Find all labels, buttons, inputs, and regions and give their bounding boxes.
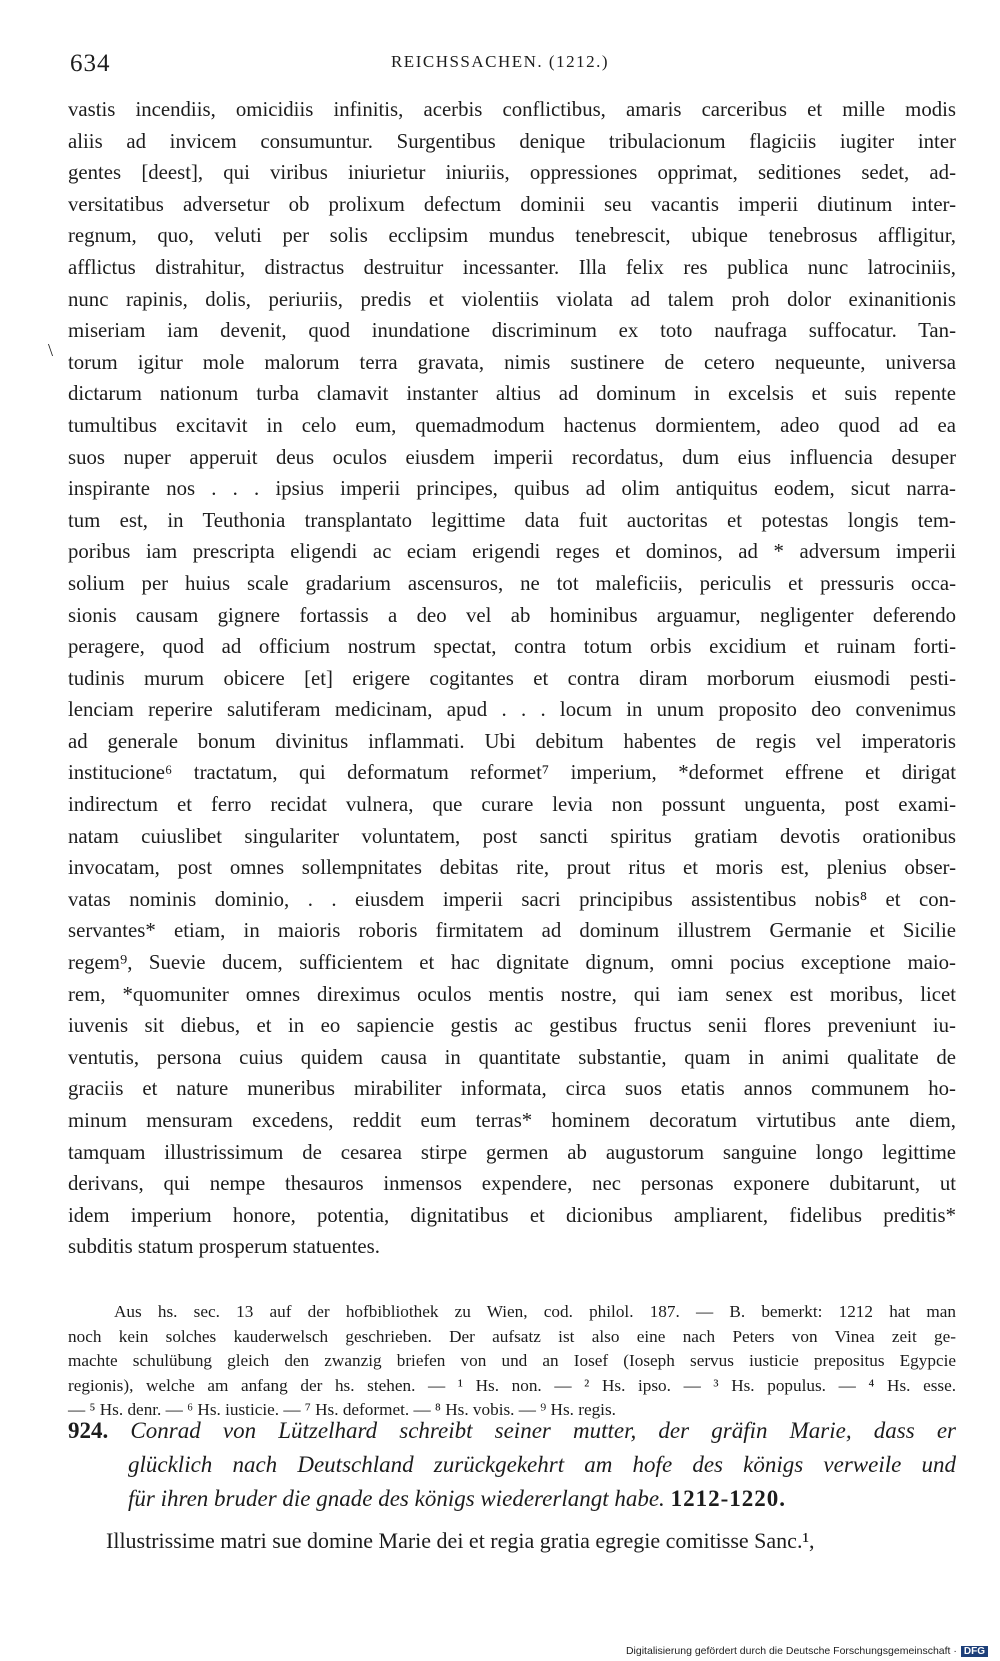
text-line: invocatam, post omnes sollempnitates debitas rite, prout ritus et moris est, plenius obser- [68,856,956,880]
text-line: ad generale bonum divinitus inflammati. Ubi debitum habentes de regis vel imperatoris [68,729,956,753]
text-line: idem imperium honore, potentia, dignitatibus et dicionibus ampliarent, fidelibus preditis* [68,1203,956,1227]
dfg-logo: DFG [961,1646,988,1657]
text-line: regem⁹, Suevie ducem, sufficientem et hac dignitate dignum, omni pocius exceptione maio- [68,951,956,975]
text-line: vatas nominis dominio, . . eiusdem imperii sacri principibus assistentibus nobis⁸ et con- [68,887,956,911]
entry-summary-line-1: Conrad von Lützelhard schreibt seiner mutter, der gräfin Marie, dass er [130,1418,956,1443]
text-line: poribus iam prescripta eligendi ac eciam erigendi reges et dominos, ad * adversum imperii [68,540,956,564]
footnote-line: Aus hs. sec. 13 auf der hofbibliothek zu Wien, cod. philol. 187. — B. bemerkt: 1212 hat man [114,1302,956,1321]
entry-summary-line-3: für ihren bruder die gnade des königs wiedererlangt habe. [128,1486,665,1511]
text-line: lenciam reperire salutiferam medicinam, apud . . . locum in unum proposito deo convenimus [68,698,956,722]
text-line: tumultibus excitavit in celo eum, quemadmodum hactenus dormientem, adeo quod ad ea [68,413,956,437]
footnotes [68,1300,956,1423]
text-line: rem, *quomuniter omnes direximus oculos mentis nostre, qui iam senex est moribus, licet [68,982,956,1006]
text-line: tum est, in Teuthonia transplantato legittime data fuit auctoritas et potestas longis tem- [68,508,956,532]
page-number: 634 [70,50,111,77]
digitization-credit [626,1645,988,1657]
text-line: solium per huius scale gradarium ascensuros, ne tot maleficiis, periculis et pressuris occa- [68,571,956,595]
entry-number: 924. [68,1418,109,1443]
text-line: versitatibus adversetur ob prolixum defectum dominii seu vacantis imperii diutinum inter- [68,192,956,216]
text-line: nunc rapinis, dolis, periuriis, predis et violentiis violata ad talem proh dolor exinanitionis [68,287,956,311]
text-line: inspirante nos . . . ipsius imperii principes, quibus ad olim antiquitus eodem, sicut narra- [68,477,956,501]
entry-date: 1212-1220. [670,1486,786,1511]
text-line: peragere, quod ad officium nostrum spectat, contra totum orbis excidium et ruinam forti- [68,635,956,659]
text-line: iuvenis sit diebus, et in eo sapiencie gestis ac gestibus fructus senii flores preveniunt iu- [68,1014,956,1038]
text-line: sionis causam gignere fortassis a deo vel ab hominibus arguamur, negligenter deferendo [68,603,956,627]
text-line: tudinis murum obicere [et] erigere cogitantes et contra diram morborum eiusmodi pesti- [68,666,956,690]
text-line: tamquam illustrissimum de cesarea stirpe germen ab augustorum sanguine longo legittime [68,1140,956,1164]
text-line: natam cuiuslibet singulariter voluntatem, post sancti spiritus gratiam devotis orationibus [68,824,956,848]
text-line: ventutis, persona cuius quidem causa in quantitate substantie, quam in animi qualitate de [68,1045,956,1069]
footnote-line: noch kein solches kauderwelsch geschrieben. Der aufsatz ist also eine nach Peters von Vinea zeit ge- [68,1326,956,1346]
footnote-line: machte schulübung gleich den zwanzig briefen von und an Iosef (Ioseph servus iusticie prepositus Egypcie [68,1351,956,1371]
text-line: subditis statum prosperum statuentes. [68,1235,380,1259]
entry-summary-line-2: glücklich nach Deutschland zurückgekehrt am hofe des königs verweile und [128,1452,956,1477]
text-line: suos nuper apperuit deus oculos eiusdem imperii recordatus, dum eius influencia desuper [68,445,956,469]
document-entry [68,1414,956,1516]
text-line: institucione⁶ tractatum, qui deformatum reformet⁷ imperium, *deformet effrene et dirigat [68,761,956,785]
running-head: REICHSSACHEN. (1212.) [390,52,610,71]
footnote-line: regionis), welche am anfang der hs. stehen. — ¹ Hs. non. — ² Hs. ipso. — ³ Hs. populus. — ⁴ Hs. esse. [68,1375,956,1395]
letter-greeting: Illustrissime matri sue domine Marie dei et regia gratia egregie comitisse Sanc.¹, [106,1528,815,1553]
text-line: dictarum nationum turba clamavit instanter altius ad dominum in excelsis et suis repente [68,382,956,406]
text-line: vastis incendiis, omicidiis infinitis, acerbis conflictibus, amaris carceribus et mille modis [68,98,956,121]
text-line: minum mensuram excedens, reddit eum terras* hominem decoratum virtutibus ante diem, [68,1109,956,1132]
text-line: indirectum et ferro recidat vulnera, que curare levia non possunt unguenta, post exami- [68,793,956,817]
text-line: derivans, qui nempe thesauros inmensos expendere, nec personas exponere dubitarunt, ut [68,1172,956,1196]
text-line: graciis et nature muneribus mirabiliter informata, circa suos etatis annos communem ho- [68,1077,956,1101]
text-line: afflictus distrahitur, distractus destruitur incessanter. Illa felix res publica nunc latrociniis, [68,255,956,279]
text-line: miseriam iam devenit, quod inundatione discriminum ex toto naufraga suffocatur. Tan- [68,319,956,343]
text-line: gentes [deest], qui viribus iniurietur iniuriis, oppressiones opprimat, seditiones sedet, ad- [68,161,956,185]
text-line: servantes* etiam, in maioris roboris firmitatem ad dominum illustrem Germanie et Sicilie [68,919,956,943]
main-text [68,94,956,1263]
text-line: aliis ad invicem consumuntur. Surgentibus denique tribulacionum flagiciis iugiter inter [68,129,956,153]
text-line: torum igitur mole malorum terra gravata, nimis sustinere de cetero nequeunte, universa [68,350,956,374]
credit-text: Digitalisierung gefördert durch die Deutsche Forschungsgemeinschaft · [625,1645,957,1657]
text-line: regnum, quo, veluti per solis ecclipsim mundus tenebrescit, ubique tenebrosus affligitur, [68,224,956,248]
footnote-line: — ⁵ Hs. denr. — ⁶ Hs. iusticie. — ⁷ Hs. deformet. — ⁸ Hs. vobis. — ⁹ Hs. regis. [68,1400,616,1420]
margin-mark: \ [48,340,54,360]
